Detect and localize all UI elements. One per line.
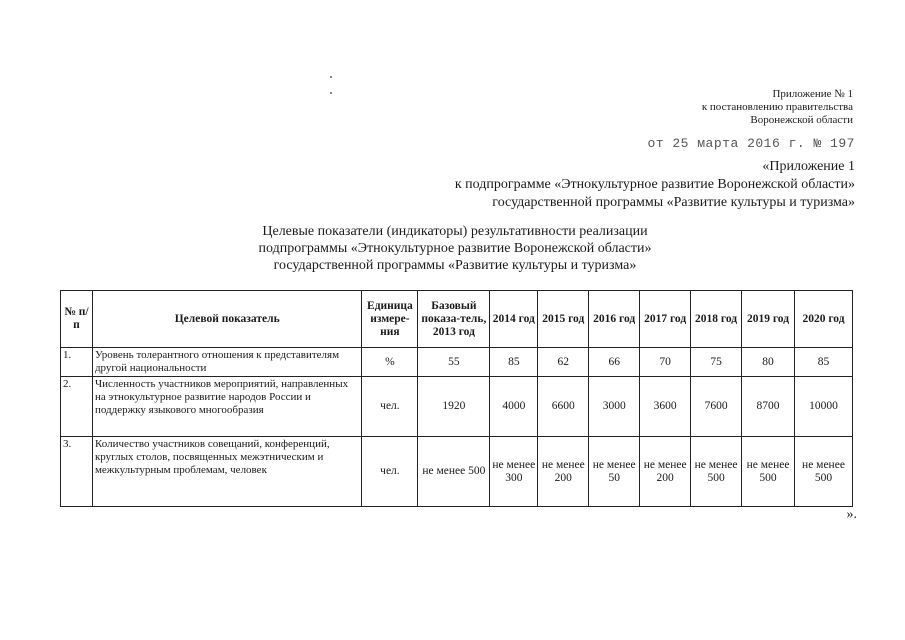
sub-appendix-subprogram: к подпрограмме «Этнокультурное развитие Воронежской области» — [454, 177, 855, 192]
value-cell: 1920 — [418, 377, 490, 437]
title-line: государственной программы «Развитие культуры и туризма» — [273, 258, 637, 273]
value-cell: 66 — [589, 348, 640, 377]
table-row — [61, 377, 853, 437]
value-cell: 4000 — [490, 377, 538, 437]
sub-appendix-number: «Приложение 1 — [762, 159, 855, 174]
decree-stamp: от 25 марта 2016 г. № 197 — [647, 136, 855, 151]
value-cell: 70 — [640, 348, 691, 377]
value-cell: 62 — [538, 348, 589, 377]
header-cell: 2018 год — [691, 291, 742, 348]
value-cell: 10000 — [794, 377, 852, 437]
value-cell: 8700 — [742, 377, 795, 437]
header-cell: 2015 год — [538, 291, 589, 348]
closing-quote: ». — [846, 507, 857, 522]
header-cell: 2016 год — [589, 291, 640, 348]
table-header-row — [61, 291, 853, 348]
indicators-table — [60, 290, 853, 507]
row-number: 1. — [61, 348, 93, 377]
value-cell: 75 — [691, 348, 742, 377]
sub-appendix — [455, 158, 855, 212]
value-cell: 55 — [418, 348, 490, 377]
value-cell: 7600 — [691, 377, 742, 437]
document-title — [150, 223, 760, 274]
header-cell: Единица измере-ния — [362, 291, 418, 348]
table-row — [61, 348, 853, 377]
value-cell: не менее 500 — [742, 437, 795, 507]
sub-appendix-program: государственной программы «Развитие культуры и туризма» — [492, 195, 855, 210]
table-row — [61, 437, 853, 507]
value-cell: не менее 300 — [490, 437, 538, 507]
header-cell: 2014 год — [490, 291, 538, 348]
value-cell: 6600 — [538, 377, 589, 437]
title-line: подпрограммы «Этнокультурное развитие Воронежской области» — [258, 241, 652, 256]
value-cell: 80 — [742, 348, 795, 377]
value-cell: не менее 200 — [640, 437, 691, 507]
indicator-name: Численность участников мероприятий, направленных на этнокультурное развитие народов России и поддержку языкового многообразия — [92, 377, 361, 437]
appendix-number: Приложение № 1 — [772, 88, 853, 100]
indicator-name: Уровень толерантного отношения к представителям другой национальности — [92, 348, 361, 377]
indicator-name: Количество участников совещаний, конференций, круглых столов, посвященных межэтническим и межкультурным проблемам, человек — [92, 437, 361, 507]
value-cell: 85 — [490, 348, 538, 377]
appendix-header — [702, 88, 853, 127]
scan-mark — [330, 76, 332, 78]
value-cell: 3000 — [589, 377, 640, 437]
header-cell: Целевой показатель — [92, 291, 361, 348]
unit-cell: % — [362, 348, 418, 377]
row-number: 3. — [61, 437, 93, 507]
scan-mark — [330, 92, 332, 94]
value-cell: 3600 — [640, 377, 691, 437]
value-cell: не менее 500 — [691, 437, 742, 507]
header-cell: 2017 год — [640, 291, 691, 348]
unit-cell: чел. — [362, 437, 418, 507]
unit-cell: чел. — [362, 377, 418, 437]
value-cell: не менее 50 — [589, 437, 640, 507]
title-line: Целевые показатели (индикаторы) результативности реализации — [262, 224, 648, 239]
value-cell: не менее 500 — [418, 437, 490, 507]
header-cell: 2019 год — [742, 291, 795, 348]
header-cell: № п/п — [61, 291, 93, 348]
value-cell: 85 — [794, 348, 852, 377]
header-cell: 2020 год — [794, 291, 852, 348]
header-cell: Базовый показа-тель, 2013 год — [418, 291, 490, 348]
appendix-region: Воронежской области — [750, 114, 853, 126]
value-cell: не менее 200 — [538, 437, 589, 507]
appendix-decree-ref: к постановлению правительства — [701, 101, 853, 113]
value-cell: не менее 500 — [794, 437, 852, 507]
row-number: 2. — [61, 377, 93, 437]
